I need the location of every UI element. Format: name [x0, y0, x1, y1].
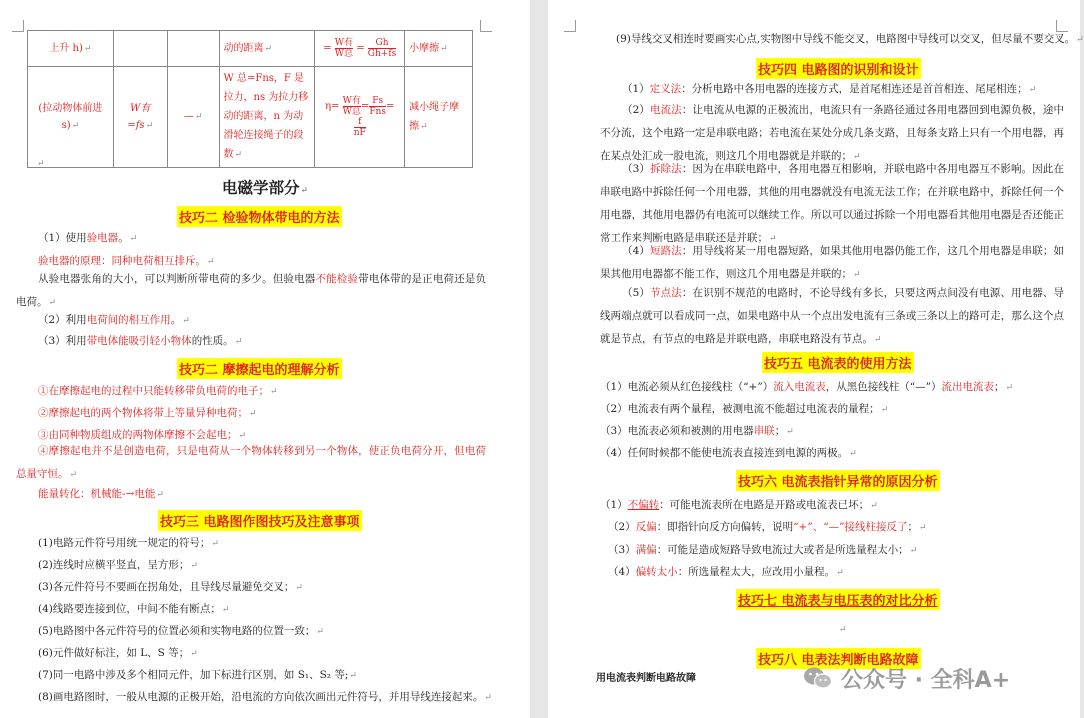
wechat-icon	[803, 665, 833, 691]
tip-heading: 技巧五 电流表的使用方法	[762, 352, 914, 373]
paragraph: （3）拆除法：因为在串联电路中，各用电器互相影响，并联电路中各用电器互不影响。因此在串联电路中拆除任何一个用电器，其他的用电器就没有电流无法工作；在并联电路中，拆除任何一个用电器，其他用电器仍有电流可以继续工作。所以可以通过拆除一个用电器看其他用电器是否还能正常工作来判断电路是串联还是并联；↵	[600, 163, 1065, 244]
left-page: 上升 h)↵ 动的距离↵ = W有 W总 = $\frac{Gh}{Gh+fs}$ 小摩擦↵ (拉动物体前进 s)↵ W有=fs↵ —↵ W 总=Fns，F 是拉力，ns 为拉力移动的距离，n 为动滑轮连接绳子的段数↵ η= W有 W总 = Fs Fns = $\frac{f}{nF}$ 减小绳子摩擦↵ ↵ 电磁学部分↵ 技巧二 检验物体带电的方法 （1）使用验电器。↵ 验电器的原理：同种电荷相互排斥。↵ 从验电器张角的大小，可以判断所带电荷的多少。但验电器不能检验带电体带的是正电荷还是负电荷。↵ （2）利用电荷间的相互作用。↵ （3）利用带电体能吸引轻小物体的性质。↵ 技巧二 摩擦起电的理解分析 ①在摩擦起电的过程中只能转移带负电荷的电子；↵ ②摩擦起电的两个物体将带上等量异种电荷；↵ ③由同种物质组成的两物体摩擦不会起电；↵ ④摩擦起电并不是创造电荷，只是电荷从一个物体转移到另一个物体，使正负电荷分开，但电荷总量守恒。↵ 能量转化：机械能-→电能↵ 技巧三 电路图作图技巧及注意事项 (1)电路元件符号用统一规定的符号；↵ (2)连线时应横平竖直，呈方形；↵ (3)各元件符号不要画在拐角处，且导线尽量避免交叉；↵ (4)线路要连接到位，中间不能有断点；↵ (5)电路图中各元件符号的位置必须和实物电路的位置一致；↵ (6)元件做好标注，如 L、S 等；↵ (7)同一电路中涉及多个相同元件，加下标进行区别，如 S₁、S₂ 等;↵ (8)画电路图时，一般从电源的正极开始，沿电流的方向依次画出元件符号，并用导线连接起来。↵	[0, 0, 530, 718]
list-item: (2)连线时应横平竖直，呈方形；↵	[38, 559, 198, 571]
paragraph: （1）定义法：分析电路中各用电器的连接方式，是首尾相连还是首首相连、尾尾相连；↵	[622, 83, 1037, 95]
crop-mark	[564, 20, 576, 32]
table-row	[28, 67, 473, 168]
list-item: （4）偏转太小：所选量程太大，应改用小量程。↵	[608, 566, 844, 578]
table-cell: W有=fs↵	[113, 67, 167, 168]
watermark: 公众号 · 全科A+	[803, 660, 1063, 696]
list-item: （1）电流必须从红色接线柱（“+”）流入电流表，从黑色接线柱（“—”）流出电流表；↵	[600, 381, 1014, 393]
crop-mark	[12, 20, 24, 32]
list-item: （1）不偏转：可能电流表所在电路是开路或电流表已坏；↵	[600, 499, 878, 511]
table-cell: 小摩擦↵	[405, 31, 473, 67]
tip-heading: 技巧八 电表法判断电路故障	[756, 648, 921, 669]
tip-heading: 技巧六 电流表指针异常的原因分析	[736, 470, 940, 491]
list-item: ②摩擦起电的两个物体将带上等量异种电荷；↵	[38, 407, 257, 419]
tip-heading: 技巧二 检验物体带电的方法	[177, 206, 342, 227]
list-item: （3）电流表必须和被测的用电器串联；↵	[600, 425, 794, 437]
list-item: （2）反偏：即指针向反方向偏转，说明“+”、“—”接线柱接反了；↵	[608, 521, 927, 533]
list-item: (8)画电路图时，一般从电源的正极开始，沿电流的方向依次画出元件符号，并用导线连接起来。↵	[38, 691, 492, 703]
paragraph: （2）电流法：让电流从电源的正极流出，电流只有一条路径通过各用电器回到电源负极，途中不分流，这个电路一定是串联电路；若电流在某处分成几条支路，且每条支路上只有一个用电器，再在某点处汇成一股电流，则这几个用电器就是并联的；↵	[600, 104, 1065, 162]
table-cell	[167, 31, 219, 67]
list-item: （4）任何时候都不能使电流表直接连到电源的两极。↵	[600, 447, 857, 459]
tip-heading: 技巧七 电流表与电压表的对比分析	[736, 589, 940, 610]
list-item: (1)电路元件符号用统一规定的符号；↵	[38, 537, 219, 549]
crop-mark	[1056, 20, 1068, 32]
paragraph: 从验电器张角的大小，可以判断所带电荷的多少。但验电器不能检验带电体带的是正电荷还是负电荷。↵	[16, 273, 487, 308]
paragraph: （4）短路法：用导线将某一用电器短路，如果其他用电器仍能工作，这几个用电器是串联；如果其他用电器都不能工作，则这几个用电器是并联的；↵	[600, 245, 1065, 280]
table-cell: W 总=Fns，F 是拉力，ns 为拉力移动的距离，n 为动滑轮连接绳子的段数↵	[219, 67, 315, 168]
list-item: （3）满偏：可能是造成短路导致电流过大或者是所选量程太小；↵	[608, 544, 918, 556]
paragraph: 能量转化：机械能-→电能↵	[38, 488, 164, 500]
list-item: ③由同种物质组成的两物体摩擦不会起电；↵	[38, 429, 247, 441]
paragraph: （5）节点法：在识别不规范的电路时，不论导线有多长，只要这两点间没有电源、用电器、导线两端点就可以看成同一点，如果电路中从一个点出发电流有三条或三条以上的路可走，那么这个点就是节点，有节点的电路是并联电路，串联电路没有节点。↵	[600, 287, 1065, 345]
list-item: (5)电路图中各元件符号的位置必须和实物电路的位置一致；↵	[38, 625, 324, 637]
list-item: ①在摩擦起电的过程中只能转移带负电荷的电子；↵	[38, 385, 278, 397]
table-cell: —↵	[167, 67, 219, 168]
table-cell: 上升 h)↵	[28, 31, 114, 67]
table-row	[28, 31, 473, 67]
list-item: (9)导线交叉相连时要画实心点,实物图中导线不能交叉，电路图中导线可以交叉，但尽量不要交叉。↵	[616, 33, 1084, 45]
paragraph: （3）利用带电体能吸引轻小物体的性质。↵	[38, 335, 243, 347]
list-item: （2）电流表有两个量程，被测电流不能超过电流表的量程；↵	[600, 403, 889, 415]
list-item: (6)元件做好标注，如 L、S 等；↵	[38, 647, 198, 659]
crop-mark	[480, 20, 492, 32]
list-item: (7)同一电路中涉及多个相同元件，加下标进行区别，如 S₁、S₂ 等;↵	[38, 669, 357, 681]
section-title: 电磁学部分↵	[222, 178, 309, 197]
tip-heading: 技巧二 摩擦起电的理解分析	[177, 358, 342, 379]
formula-table	[27, 30, 473, 168]
table-cell: 动的距离↵	[219, 31, 315, 67]
list-item: ④摩擦起电并不是创造电荷，只是电荷从一个物体转移到另一个物体，使正负电荷分开，但电荷总量守恒。↵	[16, 445, 486, 480]
page-gutter	[530, 0, 548, 718]
paragraph: （1）使用验电器。↵	[38, 232, 138, 244]
paragraph: 验电器的原理：同种电荷相互排斥。↵	[38, 255, 215, 267]
list-item: (3)各元件符号不要画在拐角处，且导线尽量避免交叉；↵	[38, 581, 303, 593]
tip-heading: 技巧三 电路图作图技巧及注意事项	[158, 510, 362, 531]
table-cell	[113, 31, 167, 67]
table-cell: 减小绳子摩擦↵	[405, 67, 473, 168]
paragraph: 用电流表判断电路故障	[596, 673, 696, 684]
tip-heading: 技巧四 电路图的识别和设计	[756, 58, 921, 79]
list-item: (4)线路要连接到位，中间不能有断点；↵	[38, 603, 230, 615]
formula-cell: = W有 W总 = $\frac{Gh}{Gh+fs}$	[315, 31, 405, 67]
paragraph: （2）利用电荷间的相互作用。↵	[38, 314, 190, 326]
table-cell: (拉动物体前进 s)↵	[28, 67, 114, 168]
formula-cell: η= W有 W总 = Fs Fns = $\frac{f}{nF}$	[315, 67, 405, 168]
right-page: (9)导线交叉相连时要画实心点,实物图中导线不能交叉，电路图中导线可以交叉，但尽量不要交叉。↵ 技巧四 电路图的识别和设计 （1）定义法：分析电路中各用电器的连接方式，是首尾相连还是首首相连、尾尾相连；↵ （2）电流法：让电流从电源的正极流出，电流只有一条路径通过各用电器回到电源负极，途中不分流，这个电路一定是串联电路；若电流在某处分成几条支路，且每条支路上只有一个用电器，再在某点处汇成一股电流，则这几个用电器就是并联的；↵ （3）拆除法：因为在串联电路中，各用电器互相影响，并联电路中各用电器互不影响。因此在串联电路中拆除任何一个用电器，其他的用电器就没有电流无法工作；在并联电路中，拆除任何一个用电器，其他用电器仍有电流可以继续工作。所以可以通过拆除一个用电器看其他用电器是否还能正常工作来判断电路是串联还是并联；↵ （4）短路法：用导线将某一用电器短路，如果其他用电器仍能工作，这几个用电器是串联；如果其他用电器都不能工作，则这几个用电器是并联的；↵ （5）节点法：在识别不规范的电路时，不论导线有多长，只要这两点间没有电源、用电器、导线两端点就可以看成同一点，如果电路中从一个点出发电流有三条或三条以上的路可走，那么这个点就是节点，有节点的电路是并联电路，串联电路没有节点。↵ 技巧五 电流表的使用方法 （1）电流必须从红色接线柱（“+”）流入电流表，从黑色接线柱（“—”）流出电流表；↵ （2）电流表有两个量程，被测电流不能超过电流表的量程；↵ （3）电流表必须和被测的用电器串联；↵ （4）任何时候都不能使电流表直接连到电源的两极。↵ 技巧六 电流表指针异常的原因分析 （1）不偏转：可能电流表所在电路是开路或电流表已坏；↵ （2）反偏：即指针向反方向偏转，说明“+”、“—”接线柱接反了；↵ （3）满偏：可能是造成短路导致电流过大或者是所选量程太小；↵ （4）偏转太小：所选量程太大，应改用小量程。↵ 技巧七 电流表与电压表的对比分析 ↵ 技巧八 电表法判断电路故障 用电流表判断电路故障	[548, 0, 1080, 718]
